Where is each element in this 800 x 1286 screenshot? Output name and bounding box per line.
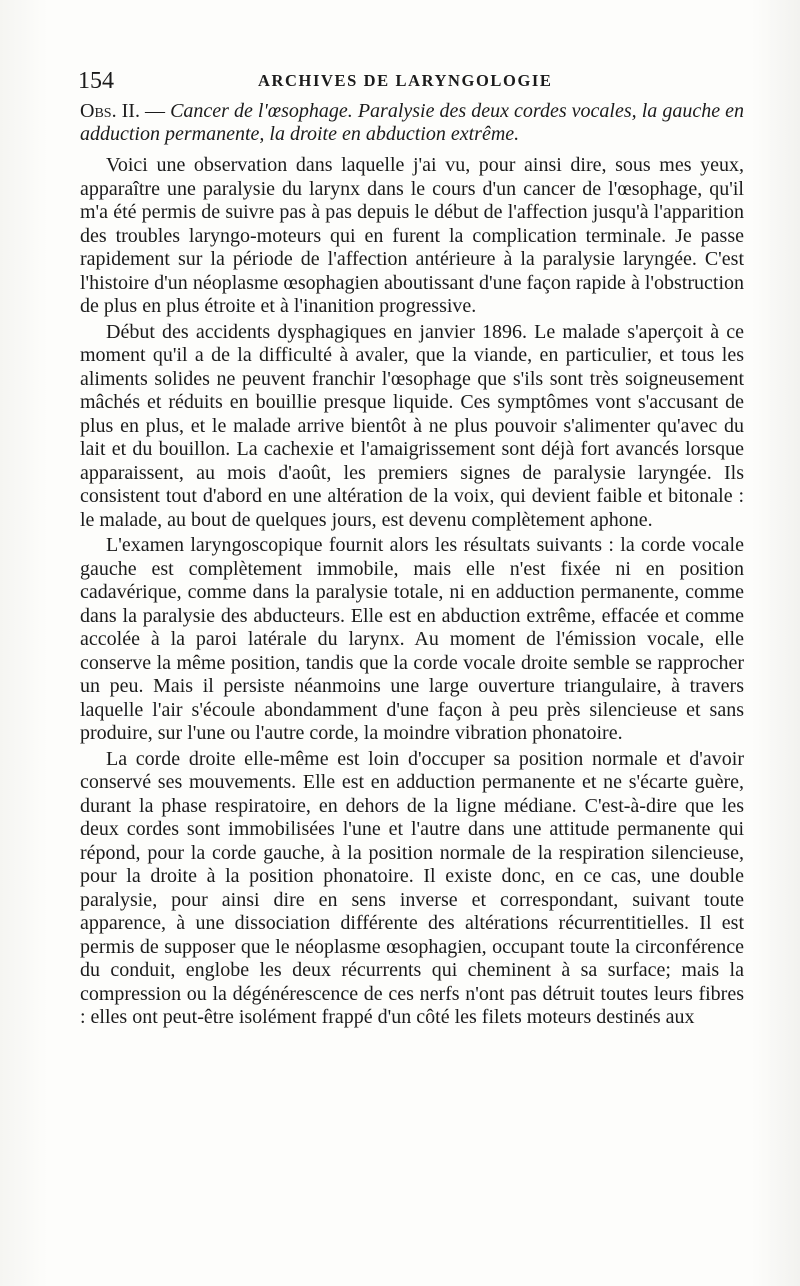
paragraph-right-cord: La corde droite elle-même est loin d'occuper sa position normale et d'avoir conservé ses mouvements. Elle est en adduction permanente et ne s'écarte guère, durant la phase respiratoire, en dehors de la ligne médiane. C'est-à-dire que les deux cordes sont immobilisées l'une et l'autre dans une attitude permanente qui répond, pour la corde gauche, à la position normale de la respiration silencieuse, pour la droite à la position phonatoire. Il existe donc, en ce cas, une double paralysie, pour ainsi dire en sens inverse et correspondant, suivant toute apparence, à une dissociation différente des altérations récurrentitielles. Il est permis de supposer que le néoplasme œsophagien, occupant toute la circonférence du conduit, englobe les deux récurrents qui cheminent à sa surface; mais la compression ou la dégénérescence de ces nerfs n'ont pas détruit toutes leurs fibres : elles ont peut-être isolément frappé d'un côté les filets moteurs destinés aux xyxy=(80,747,744,1028)
paragraph-introduction: Voici une observation dans laquelle j'ai vu, pour ainsi dire, sous mes yeux, apparaître une paralysie du larynx dans le cours d'un cancer de l'œsophage, qu'il m'a été permis de suivre pas à pas depuis le début de l'affection jusqu'à l'apparition des troubles laryngo-moteurs qui en furent la complication terminale. Je passe rapidement sur la période de l'affection antérieure à la paralysie laryngée. C'est l'histoire d'un néoplasme œsophagien aboutissant d'une façon rapide à l'obstruction de plus en plus étroite et à l'inanition progressive. xyxy=(80,154,744,317)
paragraph-onset: Début des accidents dysphagiques en janvier 1896. Le malade s'aperçoit à ce moment qu'il a de la difficulté à avaler, que la viande, en particulier, et tous les aliments solides ne peuvent franchir l'œsophage que s'ils sont très soigneusement mâchés et réduits en bouillie presque liquide. Ces symptômes vont s'accusant de plus en plus, et le malade arrive bientôt à ne plus pouvoir s'alimenter qu'avec du lait et du bouillon. La cachexie et l'amaigrissement sont déjà fort avancés lorsque apparaissent, au mois d'août, les premiers signes de paralysie laryngée. Ils consistent tout d'abord en une altération de la voix, qui devient faible et bitonale : le malade, au bout de quelques jours, est devenu complètement aphone. xyxy=(80,320,744,531)
page-header xyxy=(78,64,738,98)
page-number: 154 xyxy=(78,68,114,94)
running-title: ARCHIVES DE LARYNGOLOGIE xyxy=(258,71,553,90)
observation-heading xyxy=(80,100,744,146)
observation-title: Cancer de l'œsophage. Paralysie des deux cordes vocales, la gauche en adduction permanente, la droite en abduction extrême. xyxy=(80,100,745,145)
paragraph-laryngoscopy: L'examen laryngoscopique fournit alors les résultats suivants : la corde vocale gauche est complètement immobile, mais elle n'est fixée ni en position cadavérique, comme dans la paralysie totale, ni en adduction permanente, comme dans la paralysie des abducteurs. Elle est en abduction extrême, effacée et comme accolée à la paroi latérale du larynx. Au moment de l'émission vocale, elle conserve la même position, tandis que la corde vocale droite semble se rapprocher un peu. Mais il persiste néanmoins une large ouverture triangulaire, à travers laquelle l'air s'écoule abondamment d'une façon à peu près silencieuse et sans produire, sur l'une ou l'autre corde, la moindre vibration phonatoire. xyxy=(80,534,744,744)
article-body xyxy=(80,100,744,1030)
observation-label: Obs. II. — xyxy=(80,100,171,122)
